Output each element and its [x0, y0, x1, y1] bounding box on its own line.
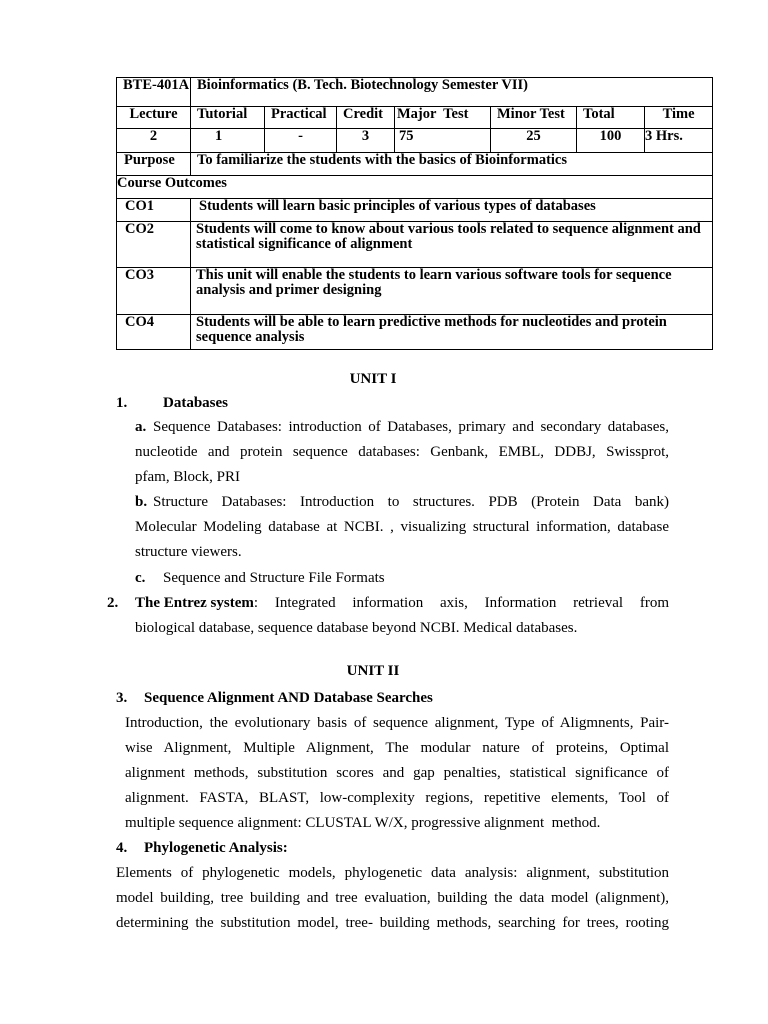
purpose-text: To familiarize the students with the basics of Bioinformatics [191, 153, 713, 176]
section-4-line-2: model building, tree building and tree evaluation, building the data model (alignment), [116, 890, 669, 906]
value-credit: 3 [337, 129, 395, 153]
section-2-line-1-text: : Integrated information axis, Information retrieval from [253, 595, 669, 611]
item-b-line-1: Structure Databases: Introduction to structures. PDB (Protein Data bank) [153, 494, 669, 510]
outcome-code: CO4 [117, 315, 191, 350]
outcome-code: CO1 [117, 199, 191, 222]
section-4-number: 4. [116, 840, 128, 856]
item-c-label: c. [135, 570, 146, 586]
section-3-line-5: multiple sequence alignment: CLUSTAL W/X, progressive alignment method. [125, 815, 601, 831]
item-b-label: b. [135, 494, 148, 510]
purpose-label: Purpose [117, 153, 191, 176]
outcome-text: This unit will enable the students to learn various software tools for sequence analysis and primer designing [191, 268, 713, 315]
value-major-test: 75 [395, 129, 491, 153]
section-3-line-2: wise Alignment, Multiple Alignment, The modular nature of proteins, Optimal [125, 740, 669, 756]
item-a-line-1: Sequence Databases: introduction of Databases, primary and secondary databases, [153, 419, 669, 435]
course-title: Bioinformatics (B. Tech. Biotechnology Semester VII) [191, 78, 713, 107]
item-b-line-3: structure viewers. [135, 544, 242, 560]
value-practical: - [265, 129, 337, 153]
section-3-line-4: alignment. FASTA, BLAST, low-complexity regions, repetitive elements, Tool of [125, 790, 669, 806]
value-minor-test: 25 [491, 129, 577, 153]
header-tutorial: Tutorial [191, 107, 265, 129]
section-4-line-1: Elements of phylogenetic models, phylogenetic data analysis: alignment, substitution [116, 865, 669, 881]
header-time: Time [645, 107, 713, 129]
course-table [116, 77, 713, 350]
item-a-line-3: pfam, Block, PRI [135, 469, 240, 485]
header-credit: Credit [337, 107, 395, 129]
outcome-code: CO2 [117, 222, 191, 268]
section-2-title: The Entrez system [135, 595, 254, 611]
header-practical: Practical [265, 107, 337, 129]
outcome-code: CO3 [117, 268, 191, 315]
section-2-line-2: biological database, sequence database beyond NCBI. Medical databases. [135, 620, 578, 636]
unit-1-heading: UNIT I [349, 371, 397, 387]
section-1-number: 1. [116, 395, 128, 411]
section-2-line-1 [135, 591, 669, 616]
course-outcomes-label: Course Outcomes [117, 176, 713, 199]
header-lecture: Lecture [117, 107, 191, 129]
section-4-line-3: determining the substitution model, tree- building methods, searching for trees, rooting [116, 915, 669, 931]
value-lecture: 2 [117, 129, 191, 153]
section-3-line-1: Introduction, the evolutionary basis of sequence alignment, Type of Aligmnents, Pair- [125, 715, 669, 731]
unit-2-heading: UNIT II [346, 663, 400, 679]
section-3-number: 3. [116, 690, 128, 706]
value-total: 100 [577, 129, 645, 153]
item-a-label: a. [135, 419, 147, 435]
outcome-text: Students will learn basic principles of various types of databases [191, 199, 713, 222]
section-3-line-3: alignment methods, substitution scores and gap penalties, statistical significance of [125, 765, 669, 781]
value-tutorial: 1 [191, 129, 265, 153]
header-minor-test: Minor Test [491, 107, 577, 129]
section-1-title: Databases [163, 395, 229, 411]
item-c-text: Sequence and Structure File Formats [163, 570, 385, 586]
section-4-title: Phylogenetic Analysis: [144, 840, 288, 856]
header-total: Total [577, 107, 645, 129]
course-code: BTE-401A [117, 78, 191, 107]
outcome-text: Students will come to know about various tools related to sequence alignment and statistical significance of alignment [191, 222, 713, 268]
value-time: 3 Hrs. [645, 129, 713, 153]
item-a-line-2: nucleotide and protein sequence databases: Genbank, EMBL, DDBJ, Swissprot, [135, 444, 669, 460]
section-3-title: Sequence Alignment AND Database Searches [144, 690, 433, 706]
section-2-number: 2. [107, 595, 119, 611]
item-b-line-2: Molecular Modeling database at NCBI. , visualizing structural information, database [135, 519, 669, 535]
outcome-text: Students will be able to learn predictive methods for nucleotides and protein sequence analysis [191, 315, 713, 350]
header-major-test: Major Test [395, 107, 491, 129]
